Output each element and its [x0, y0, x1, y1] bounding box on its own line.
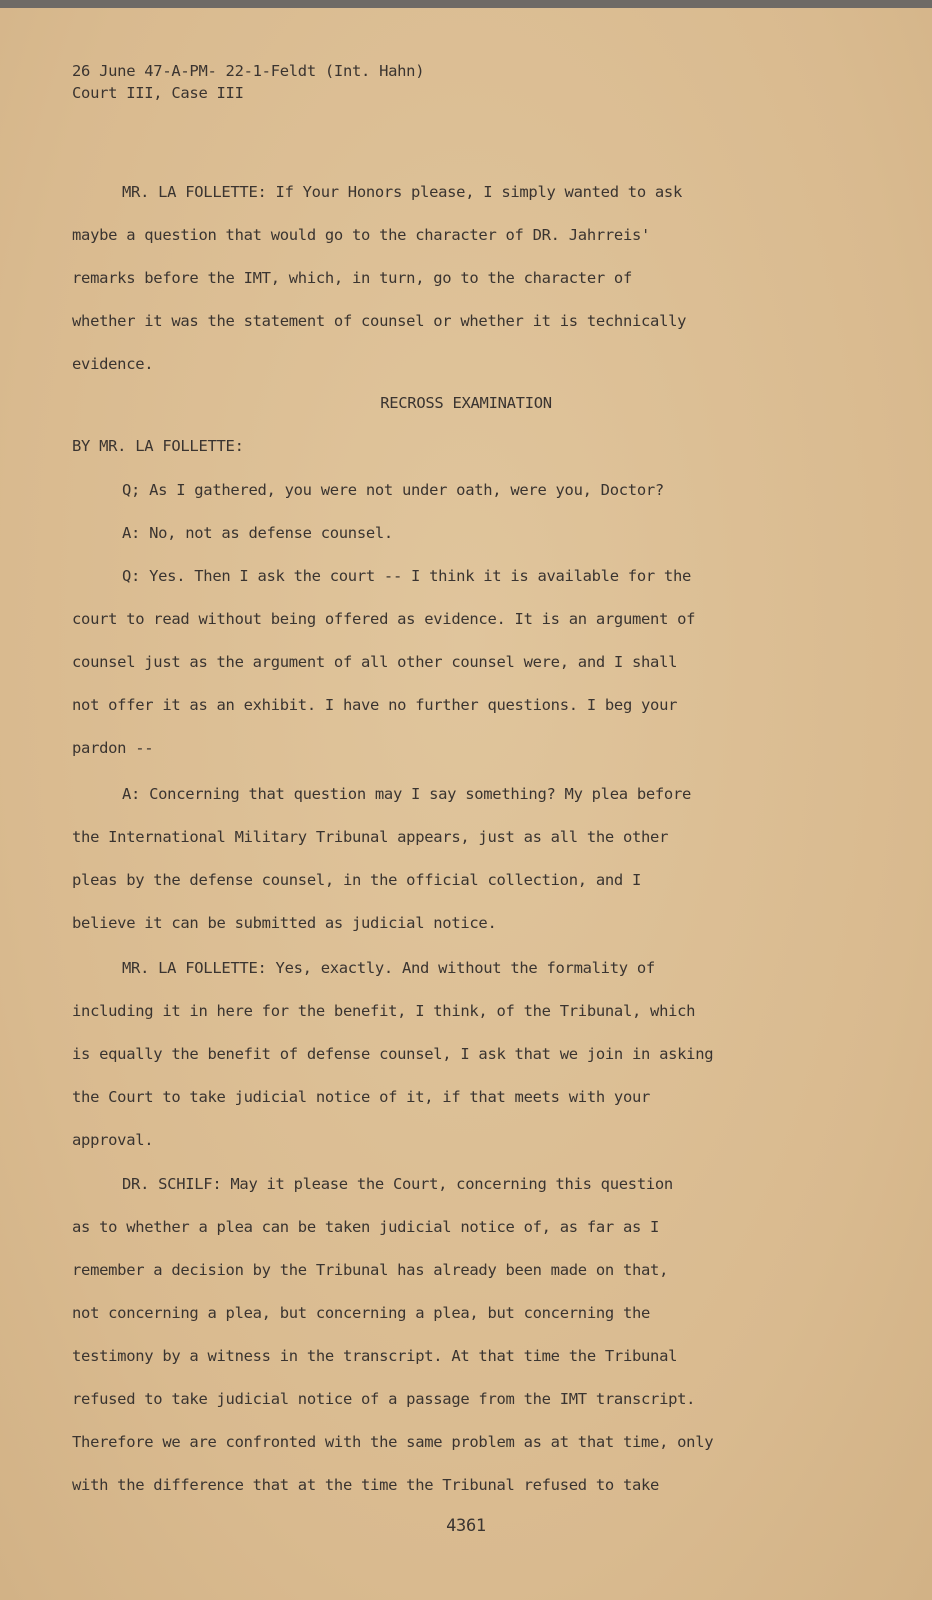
question-line: Q: Yes. Then I ask the court -- I think it is available for the [122, 567, 692, 585]
scan-top-edge [0, 0, 932, 8]
text-line: court to read without being offered as evidence. It is an argument of [72, 610, 696, 628]
text-line: including it in here for the benefit, I think, of the Tribunal, which [72, 1002, 696, 1020]
text-line: the Court to take judicial notice of it, if that meets with your [72, 1088, 651, 1106]
text-line: testimony by a witness in the transcript. At that time the Tribunal [72, 1347, 678, 1365]
text-line: refused to take judicial notice of a passage from the IMT transcript. [72, 1390, 696, 1408]
text-line: as to whether a plea can be taken judicial notice of, as far as I [72, 1218, 660, 1236]
text-line: not offer it as an exhibit. I have no further questions. I beg your [72, 696, 678, 714]
text-line: with the difference that at the time the Tribunal refused to take [72, 1476, 660, 1494]
text-line: not concerning a plea, but concerning a plea, but concerning the [72, 1304, 651, 1322]
question-line: Q; As I gathered, you were not under oath, were you, Doctor? [122, 481, 664, 499]
answer-line: A: Concerning that question may I say something? My plea before [122, 785, 692, 803]
text-line: counsel just as the argument of all other counsel were, and I shall [72, 653, 678, 671]
text-line: remember a decision by the Tribunal has already been made on that, [72, 1261, 669, 1279]
text-line: MR. LA FOLLETTE: If Your Honors please, I simply wanted to ask [122, 183, 682, 201]
text-line: pardon -- [72, 739, 154, 757]
section-title: RECROSS EXAMINATION [380, 394, 552, 412]
header-line-2: Court III, Case III [72, 84, 244, 102]
text-line: maybe a question that would go to the character of DR. Jahrreis' [72, 226, 651, 244]
text-line: approval. [72, 1131, 154, 1149]
answer-line: A: No, not as defense counsel. [122, 524, 393, 542]
page-number: 4361 [446, 1516, 486, 1536]
text-line: is equally the benefit of defense counsel, I ask that we join in asking [72, 1045, 714, 1063]
header-line-1: 26 June 47-A-PM- 22-1-Feldt (Int. Hahn) [72, 62, 425, 80]
text-line: remarks before the IMT, which, in turn, go to the character of [72, 269, 632, 287]
text-line: the International Military Tribunal appears, just as all the other [72, 828, 669, 846]
text-line: pleas by the defense counsel, in the official collection, and I [72, 871, 642, 889]
text-line: DR. SCHILF: May it please the Court, concerning this question [122, 1175, 673, 1193]
text-line: believe it can be submitted as judicial notice. [72, 914, 497, 932]
text-line: whether it was the statement of counsel or whether it is technically [72, 312, 687, 330]
text-line: evidence. [72, 355, 154, 373]
text-line: Therefore we are confronted with the same problem as at that time, only [72, 1433, 714, 1451]
text-line: MR. LA FOLLETTE: Yes, exactly. And without the formality of [122, 959, 655, 977]
by-line: BY MR. LA FOLLETTE: [72, 437, 244, 455]
